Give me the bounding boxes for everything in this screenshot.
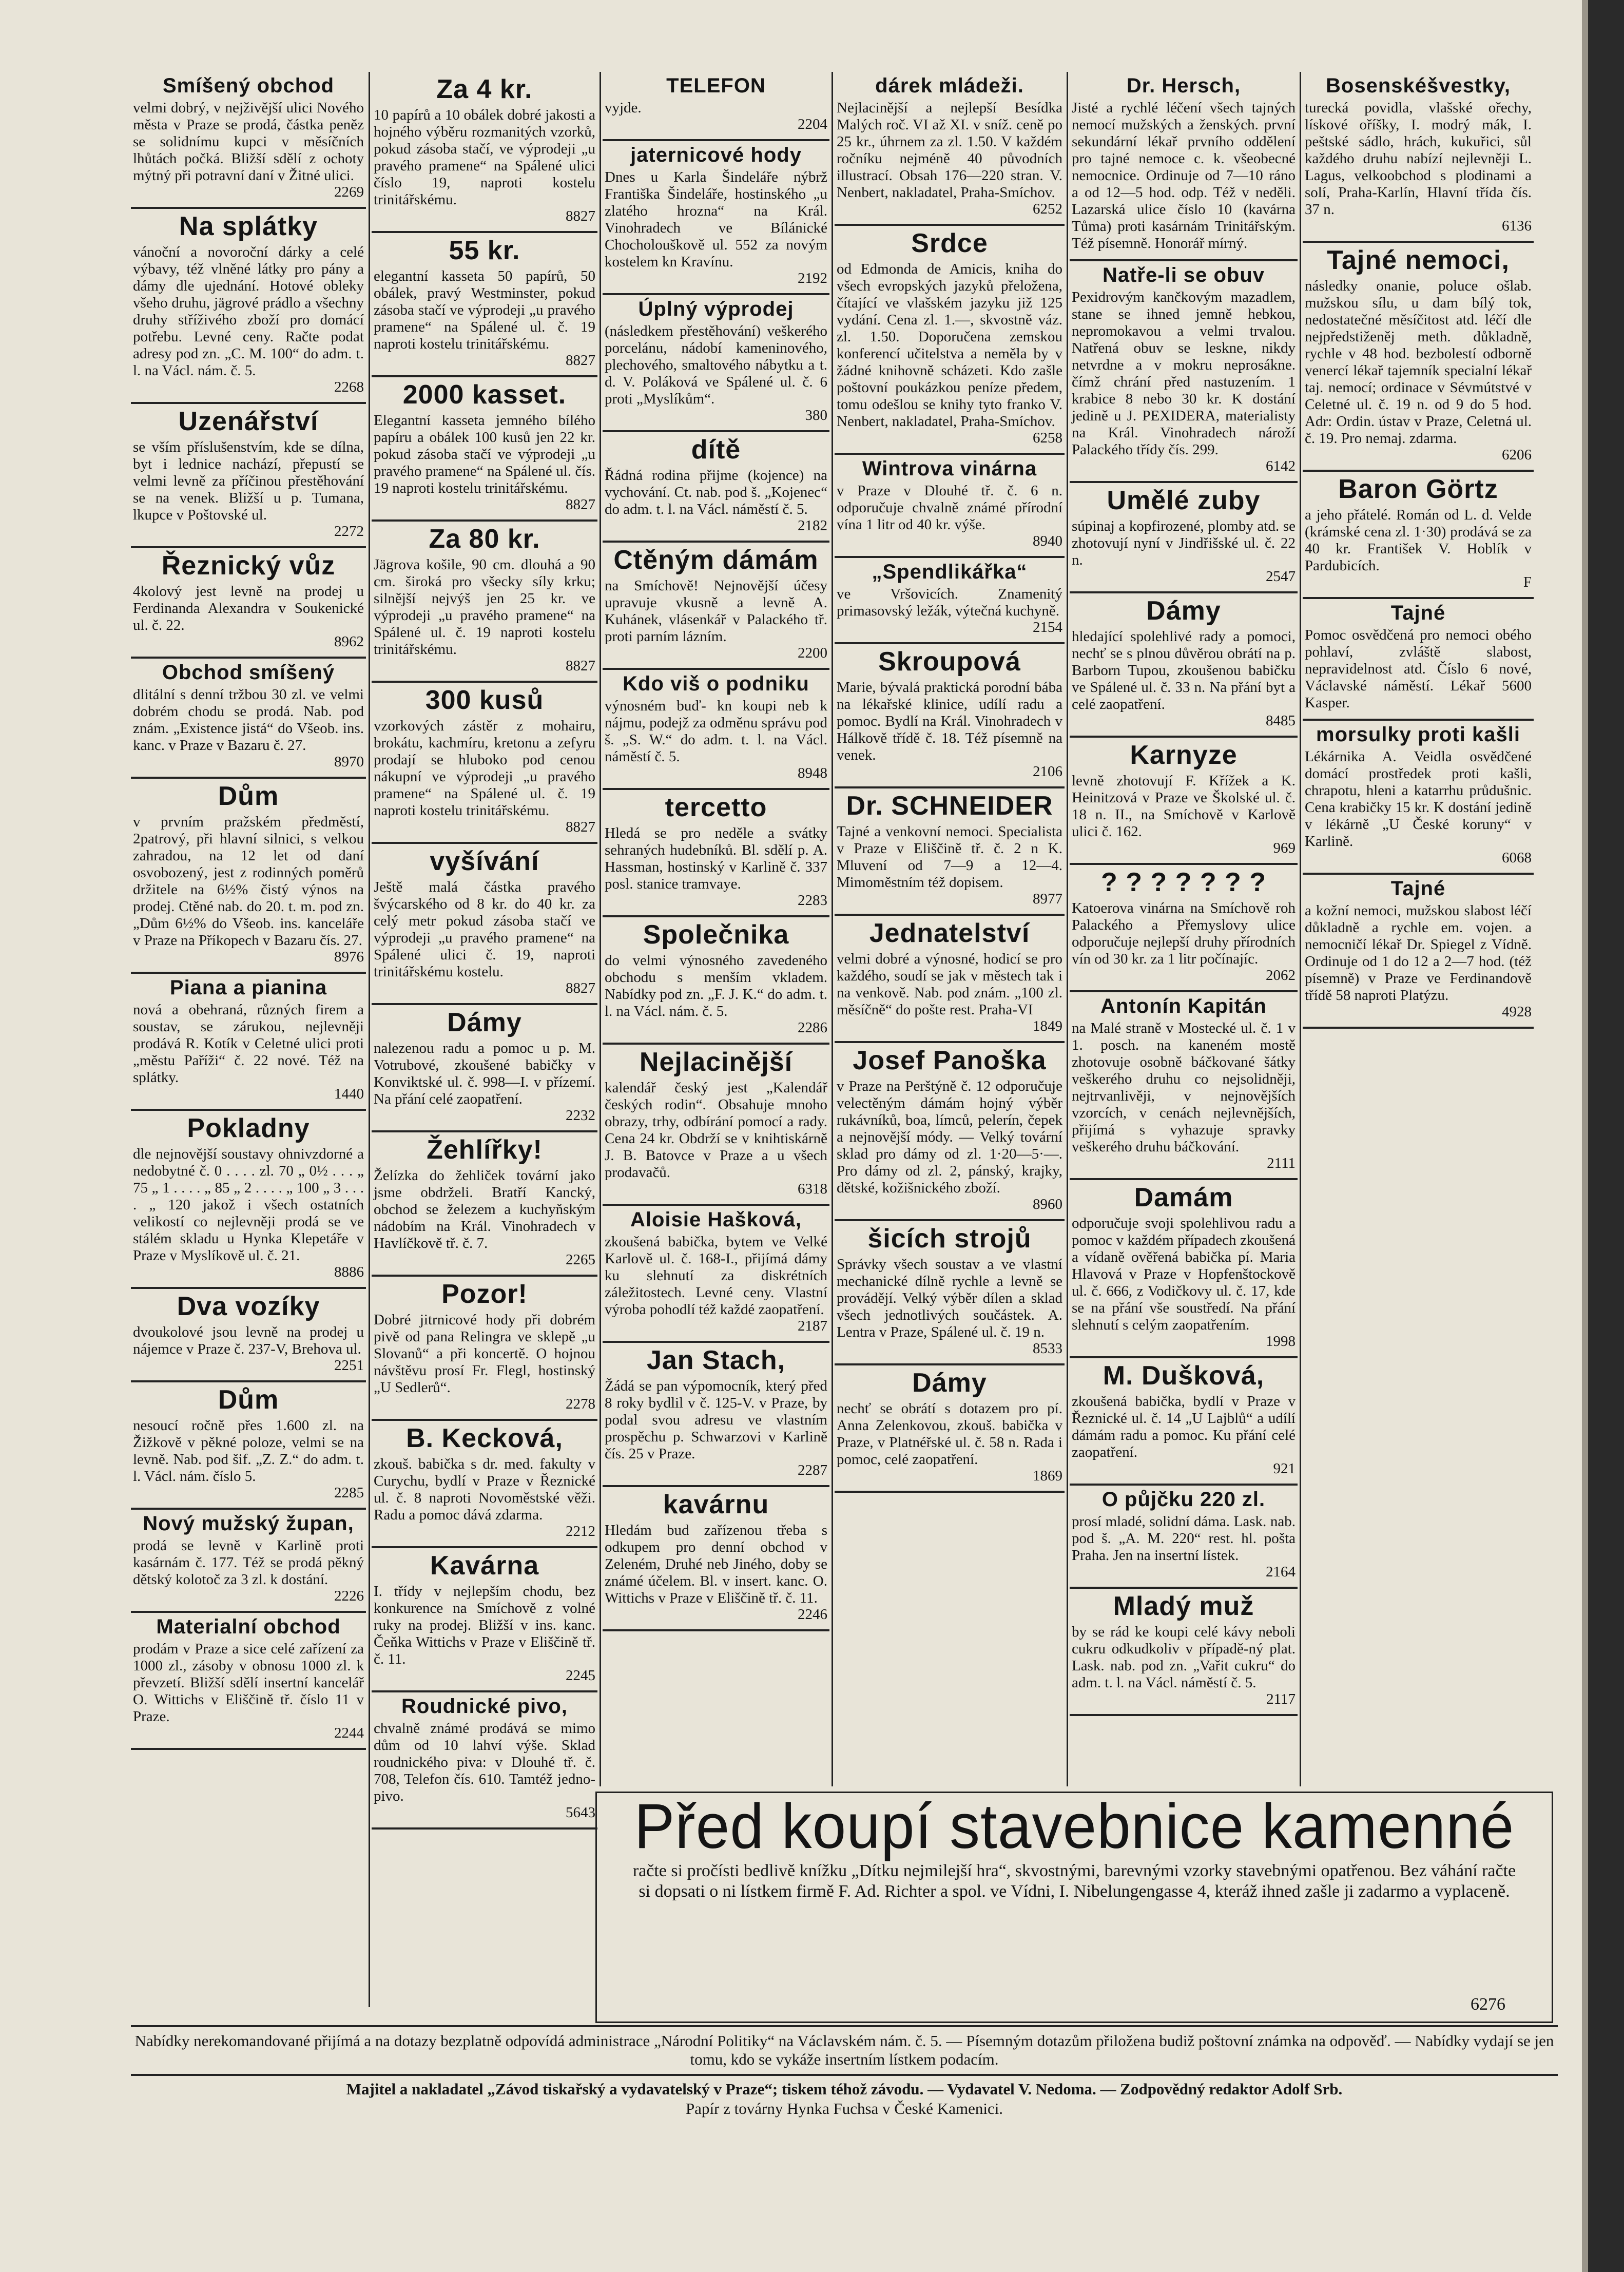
classified-ad	[131, 779, 366, 974]
ad-heading: Dr. SCHNEIDER	[846, 791, 1053, 821]
ad-heading: Za 80 kr.	[429, 524, 540, 554]
ad-heading: Tajné nemoci,	[1327, 245, 1510, 275]
footer-publisher: Majitel a nakladatel „Závod tiskařský a vydavatelský v Praze“; tiskem téhož závodu. — Vydavatel V. Nedoma. — Zodpovědný redaktor Adolf Srb.	[346, 2080, 1343, 2098]
page-edge	[1588, 0, 1624, 2272]
classified-ad	[131, 659, 366, 779]
ad-number: 6318	[798, 1181, 827, 1197]
ad-number: 8827	[566, 980, 595, 996]
ad-number: 8940	[1033, 533, 1062, 549]
ad-heading: ? ? ? ? ? ? ?	[1100, 868, 1267, 897]
classified-ad	[603, 141, 829, 295]
ad-text: od Edmonda de Amicis, kniha do všech evropských jazyků přeložena, čítající ve vlašském jazyku již 125 vydání. Cena zl. 1.—, skvostně váz. zl. 1.50. Doporučena zemskou konferencí učitelstva a neměla by v žádné knihovně scházeti. Kdo zašle poštovní poukázkou peníze předem, tomu odešlou se knihy tyto franko V. Nenbert, nakladatel, Praha-Smíchov.	[837, 261, 1062, 430]
ad-number: 1869	[1033, 1468, 1062, 1484]
ad-number: 380	[805, 407, 827, 423]
page-edge-shadow	[1582, 0, 1588, 2272]
ad-number: 2245	[566, 1667, 595, 1684]
ad-heading: Dr. Hersch,	[1126, 74, 1241, 97]
ad-heading: morsulky proti kašli	[1316, 723, 1520, 746]
ad-heading: Dva vozíky	[177, 1292, 320, 1321]
ad-text: v prvním pražském předměstí, 2patrový, při hlavní silnici, s velkou zahradou, na 12 let od daní osvobozený, jest z rodinných poměrů držitele na 6½% čistý výnos na prodej. Ctěné nab. do 20. t. m. pod zn. „Dům 6½% do Všeob. ins. kanceláře v Praze na Příkopech v Bazaru čís. 27.	[133, 814, 364, 949]
ad-heading: 2000 kasset.	[402, 380, 567, 410]
ad-text: velmi dobré a výnosné, hodicí se pro každého, soudí se jak v městech tak i na venkově. Nab. pod znám. „100 zl. měsíčně“ do pošte rest. Praha-VI	[837, 951, 1062, 1018]
ad-number: 8886	[334, 1264, 364, 1280]
ad-text: Nejlacinější a nejlepší Besídka Malých roč. VI až XI. v sníž. ceně po 25 kr., úhrnem za zl. 1.50. V každém ročníku nejméně 40 původních illustrací. Obsah 176—220 stran. V. Nenbert, nakladatel, Praha-Smíchov.	[837, 100, 1062, 201]
ad-number: 8827	[566, 819, 595, 835]
ad-number: 2204	[798, 116, 827, 132]
column-3	[603, 72, 829, 1786]
ad-heading: M. Dušková,	[1103, 1361, 1265, 1391]
ad-heading: Dům	[218, 1385, 279, 1415]
classified-ad	[1070, 1358, 1298, 1486]
classified-ad	[1303, 599, 1534, 721]
ad-heading: Pokladny	[187, 1113, 310, 1143]
ad-heading: jaternicové hody	[630, 144, 802, 166]
ad-heading: 55 kr.	[449, 236, 520, 265]
ad-number: 6142	[1266, 458, 1296, 474]
ad-text: následky onanie, poluce ošlab. mužskou sílu, u dam bílý tok, nedostatečné měsíčitost atd. léčí dle nejpředstiženěj meth. důkladně, rychle v 48 hod. bezbolestí odborně venercí lékař tajemník specialní lékař taj. nemocí; ordinace v Sévmútstvé v Celetné ul. č. 19 n. od 9 do 5 hod. Adr: Ordin. ústav v Praze, Celetná ul. č. 19. Pro nemaj. zdarma.	[1305, 278, 1532, 447]
classified-ad	[835, 72, 1065, 226]
ad-heading: Nový mužský župan,	[143, 1512, 354, 1535]
classified-ad	[835, 788, 1065, 916]
ad-text: Ještě malá částka pravého švýcarského od 8 kr. do 40 kr. za celý metr pokud zásoba stačí ve výprodeji „u pravého pramene“ na Spálené ulici č. 19, naproti trinitářskému kostelu.	[374, 879, 595, 980]
ad-text: 4kolový jest levně na prodej u Ferdinanda Alexandra v Soukenické ul. č. 22.	[133, 583, 364, 633]
ad-text: Dobré jitrnicové hody při dobrém pivě od pana Relingra ve sklepě „u Slovanů“ a při koncertě. O hojnou návštěvu prosí Fr. Flegl, hostinský „U Sedlerů“.	[374, 1312, 595, 1396]
ad-number: 4928	[1502, 1004, 1532, 1020]
classified-ad	[1303, 243, 1534, 472]
ad-heading: Jan Stach,	[646, 1345, 786, 1375]
footer-paper: Papír z továrny Hynka Fuchsa v České Kamenici.	[685, 2100, 1003, 2117]
classified-ad	[603, 1343, 829, 1487]
ad-text: Elegantní kasseta jemného bílého papíru a obálek 100 kusů jen 22 kr. pokud zásoba stačí ve výprodeji „u pravého pramene“ na Spálené ul. čís. 19 naproti kostelu trinitářskému.	[374, 412, 595, 496]
ad-text: prodám v Praze a sice celé zařízení za 1000 zl., zásoby v obnosu 1000 zl. k převzetí. Bližší sdělí insertní kancelář O. Wittichs v Eliščině tř. číslo 11 v Praze.	[133, 1641, 364, 1725]
ad-text: nechť se obrátí s dotazem pro pí. Anna Zelenkovou, zkouš. babička v Praze, v Platnéřské ul. č. 58 n. Rada i pomoc, celé zaopatření.	[837, 1400, 1062, 1468]
classified-ad	[131, 974, 366, 1111]
ad-heading: Řeznický vůz	[161, 551, 336, 581]
ad-text: by se rád ke koupi celé kávy neboli cukru odkudkoliv v případě-ný plat. Lask. nab. pod zn. „Vařit cukru“ do adm. t. l. na Václ. náměstí č. 5.	[1072, 1624, 1296, 1691]
ad-number: 2283	[798, 892, 827, 909]
ad-heading: Pozor!	[441, 1279, 528, 1309]
classified-ad	[1303, 721, 1534, 875]
column-rule	[832, 72, 833, 1786]
ad-text: na Malé straně v Mostecké ul. č. 1 v 1. posch. na kaneném mostě zhotovuje osobně báčkované šátky veškerého druhu co nejsolidněji, nejtrvanlivěji, v nejnovějších vzorcích, v cenách nejlevnějších, přijímá s vyhazuje spravky veškerého druhu báčkování.	[1072, 1020, 1296, 1155]
classified-ad	[1303, 72, 1534, 243]
ad-text: velmi dobrý, v nejživější ulici Nového města v Praze se prodá, částka peněz se solidnímu kupci v měsíčních lhůtách počká. Bližší sdělí z ochoty mýtný při potravní daní v Žitné ulici.	[133, 100, 364, 184]
classified-ad	[603, 1206, 829, 1343]
ad-heading: Za 4 kr.	[436, 74, 533, 104]
ad-heading: Úplný výprodej	[638, 298, 794, 320]
ad-number: 8960	[1033, 1196, 1062, 1212]
ad-heading: tercetto	[665, 793, 767, 822]
ad-heading: Umělé zuby	[1107, 486, 1261, 515]
ad-number: 8533	[1033, 1340, 1062, 1357]
ad-number: 2246	[798, 1606, 827, 1623]
ad-number: 2062	[1266, 967, 1296, 984]
ad-text: vzorkových zástěr z mohairu, brokátu, kachmíru, kretonu a zefyru prodají se hluboko pod cenou nákupní ve výprodeji „u pravého pramene“ na Spálené ul. č. 19 naproti kostelu trinitářskému.	[374, 718, 595, 819]
classified-ad	[131, 1382, 366, 1510]
banner-title: Před koupí stavebnice kamenné	[634, 1790, 1515, 1862]
classified-ad	[1070, 1486, 1298, 1589]
classified-ad	[835, 1221, 1065, 1365]
classified-ad	[603, 1045, 829, 1206]
ad-text: ve Vršovicích. Znamenitý primasovský ležák, výtečná kuchyně.	[837, 586, 1062, 619]
ad-number: 2111	[1267, 1155, 1296, 1171]
ad-text: turecká povidla, vlašské ořechy, lískové oříšky, I. modrý mák, I. peštské sádlo, hrách, kukuřici, sůl každého druhu nabízí nejlevněji L. Lagus, velkoobchod s plodinami a solí, Praha-Karlín, Hlavní třída čís. 37 n.	[1305, 100, 1532, 218]
classified-ad	[131, 1613, 366, 1750]
classified-ad	[372, 377, 597, 522]
ad-number: 2164	[1266, 1564, 1296, 1580]
column-rule	[369, 72, 370, 2007]
ad-heading: Uzenářství	[178, 407, 319, 436]
ad-number: 8827	[566, 496, 595, 513]
ad-heading: Mladý muž	[1113, 1591, 1254, 1621]
ad-text: vánoční a novoroční dárky a celé výbavy, též vlněné látky pro pány a dámy dle ujednání. Hotové obleky všeho druhu, jägrové prádlo a všechny druhy stříživého zboží pro domácí potřebu. Levné ceny. Račte podat adresy pod zn. „C. M. 100“ do adm. t. l. na Václ. nám. č. 5.	[133, 244, 364, 379]
ad-text: Hledá se pro neděle a svátky sehraných hudebníků. Bl. sdělí p. A. Hassman, hostinský v Karlině č. 337 posl. stanice tramvaye.	[605, 825, 827, 892]
ad-number: 2192	[798, 270, 827, 286]
classified-ad	[603, 917, 829, 1045]
ad-number: 921	[1273, 1460, 1296, 1477]
footer-notice: Nabídky nerekomandované přijímá a na dotazy bezplatně odpovídá administrace „Národní Politiky“ na Václavském nám. č. 5. — Písemným dotazům přiložena budiž poštovní známka na odpověď. — Nabídky vydají se jen tomu, kdo se vykáže insertním lístkem podacím.	[134, 2032, 1554, 2068]
ad-text: dvoukolové jsou levně na prodej u nájemce v Praze č. 237-V, Brehova ul.	[133, 1324, 364, 1357]
ad-heading: Srdce	[911, 228, 988, 258]
column-2	[372, 72, 597, 1821]
ad-number: 8827	[566, 658, 595, 674]
ad-heading: Damám	[1134, 1183, 1233, 1212]
ad-text: vyjde.	[605, 100, 642, 116]
ad-heading: Žehlířky!	[427, 1135, 543, 1165]
classified-ad	[835, 455, 1065, 558]
ad-heading: Josef Panoška	[853, 1046, 1047, 1075]
classified-ad	[1303, 472, 1534, 599]
ad-number: 2251	[334, 1357, 364, 1374]
ad-text: Tajné a venkovní nemoci. Specialista v Praze v Eliščině tř. č. 2 n K. Mluvení od 7—9 a 12—4. Mimoměstním též dopisem.	[837, 823, 1062, 891]
ad-heading: Dámy	[1146, 596, 1221, 626]
ad-number: 2286	[798, 1019, 827, 1036]
ad-heading: 300 kusů	[425, 685, 544, 715]
ad-heading: Baron Görtz	[1338, 474, 1498, 504]
ad-number: 2154	[1033, 619, 1062, 636]
classified-ad	[372, 1005, 597, 1132]
ad-text: levně zhotovují F. Křížek a K. Heinitzová v Praze ve Školské ul. č. 18 n. II., na Smíchově v Karlově ulici č. 162.	[1072, 773, 1296, 840]
classified-ad	[131, 72, 366, 209]
classified-ad	[1070, 992, 1298, 1180]
ad-text: hledající spolehlivé rady a pomoci, nechť se s plnou důvěrou obrátí na p. Barborn Tupou, zkoušenou babičku ve Spálené ul. č. 33 n. Na přání byt a celé zaopatření.	[1072, 628, 1296, 713]
ad-text: Pexidrovým kančkovým mazadlem, stane se ihned jemně hebkou, nepromokavou a velmi trvalou. Natřená obuv se leskne, nikdy netvrdne a v mokru neprosákne. čímž chrání před nastuzením. 1 krabice 8 nebo 30 kr. K dostání jedině u J. PEXIDERA, materialisty na Král. Vinohradech nároží Palackého třídy čís. 299.	[1072, 289, 1296, 458]
ad-number: 8970	[334, 754, 364, 770]
ad-text: a kožní nemoci, mužskou slabost léčí důkladně a rychle em. vojen. a nemocničí lékař Dr. Spiegel z Vídně. Ordinuje od 1 do 12 a 2—7 hod. (též písemně) v Praze ve Ferdinandově třídě 58 naproti Platýzu.	[1305, 902, 1532, 1004]
banner-text: račte si pročísti bedlivě knížku „Dítku nejmilejší hra“, skvostnými, barevnými vzorky stavebnými opatřenou. Bez váhání račte si dopsati o ni lístkem firmě F. Ad. Richter a spol. ve Vídni, I. Nibelungengasse 4, kteráž ihned zašle ji zadarmo a vyplaceně.	[632, 1861, 1516, 1901]
ad-text: zkoušená babička, bydlí v Praze v Řeznické ul. č. 14 „U Lajblů“ a udílí dámám radu a pomoc. Ku přání celé zaopatření.	[1072, 1393, 1296, 1460]
ad-heading: Dámy	[912, 1368, 987, 1398]
ad-number: 2287	[798, 1462, 827, 1478]
classified-ad	[372, 1548, 597, 1692]
ad-heading: Tajné	[1390, 877, 1446, 900]
ad-text: odporučuje svoji spolehlivou radu a pomoc v každém případech zkoušená a vídaně ověřená babička pí. Maria Hlavová v Praze v Hopfenštockově ul. č. 666, z Vodičkovy ul. č. 17, kde se na přání vše soustředí. Na přání slehnutí s celým zaopatřením.	[1072, 1215, 1296, 1333]
ad-text: Marie, bývalá praktická porodní bába na lékařské klinice, udílí radu a pomoc. Bydlí na Král. Vinohradech v Hálkově třídě č. 18. Též písemně na venek.	[837, 679, 1062, 763]
ad-heading: Společnika	[643, 920, 789, 950]
ad-text: Dnes u Karla Šindeláře nýbrž Františka Šindeláře, hostinského „u zlatého hrozna“ na Král. Vinohradech ve Bílánické Chocholouškově ul. 552 za novým kostelem kn Kravínu.	[605, 169, 827, 270]
classified-ad	[1070, 1589, 1298, 1716]
ad-number: 1440	[334, 1086, 364, 1102]
ad-number: 6068	[1502, 850, 1532, 866]
ad-heading: vyšívání	[430, 846, 539, 876]
ad-text: elegantní kasseta 50 papírů, 50 obálek, pravý Westminster, pokud zásoba stačí ve výprodeji „u pravého pramene“ na Spálené ul. č. 19 naproti kostelu trinitářskému.	[374, 268, 595, 352]
classified-ad	[372, 522, 597, 683]
classified-ad	[1070, 1180, 1298, 1358]
classified-ad	[131, 548, 366, 659]
column-rule	[600, 72, 601, 1786]
ad-number: 969	[1273, 840, 1296, 856]
ad-heading: šicích strojů	[867, 1224, 1032, 1254]
ad-text: dle nejnovější soustavy ohnivzdorné a nedobytné č. 0 . . . . zl. 70 „ 0½ . . . „ 75 „ 1 . . . . „ 85 „ 2 . . . . „ 100 „ 3 . . . . „ 120 jakož i všech ostatních velikostí co nejlevněji prodá se ve stálém skladu u Hynka Klepetáře v Praze v Myslíkově ul. č. 21.	[133, 1146, 364, 1264]
ad-text: zkouš. babička s dr. med. fakulty v Curychu, bydlí v Praze v Řeznické ul. č. 8 naproti Novoměstské věži. Radu a pomoc dává zdarma.	[374, 1456, 595, 1523]
ad-number: 2244	[334, 1725, 364, 1741]
ad-text: Jägrova košile, 90 cm. dlouhá a 90 cm. široká pro všecky síly krku; silnější nejvýš jen 25 kr. ve výprodeji „u pravého pramene“ na Spálené ul. č. 19 naproti kostelu trinitářskému.	[374, 556, 595, 658]
classified-ad	[603, 670, 829, 790]
column-1	[131, 72, 366, 2007]
ad-heading: Nejlacinější	[639, 1047, 793, 1077]
classified-ad	[1303, 875, 1534, 1029]
ad-heading: Kavárna	[430, 1551, 539, 1581]
ad-text: (následkem přestěhování) veškerého porcelánu, nádobí kameninového, plechového, smaltového nábytku a t. d. V. Poláková ve Spálené ul. č. 6 proti „Myslíkům“.	[605, 323, 827, 407]
classified-ad	[131, 1111, 366, 1289]
classified-ad	[835, 558, 1065, 644]
classified-ad	[603, 1487, 829, 1631]
ad-heading: Jednatelství	[869, 918, 1030, 948]
ad-number: 8827	[566, 208, 595, 224]
ad-text: v Praze v Dlouhé tř. č. 6 n. odporučuje chvalně známé přírodní vína 1 litr od 40 kr. výše.	[837, 483, 1062, 533]
ad-number: 2265	[566, 1251, 595, 1268]
ad-text: Pomoc osvědčená pro nemoci obého pohlaví, zvláště slabost, nepravidelnost atd. Číslo 6 nové, Václavské náměstí. Lékař 5600 Kasper.	[1305, 627, 1532, 711]
classified-ad	[131, 1510, 366, 1613]
ad-text: Katoerova vinárna na Smíchově roh Palackého a Přemyslovy ulice odporučuje nejlepší druhy přírodních vín od 30 kr. za 1 litr počínajíc.	[1072, 900, 1296, 967]
ad-text: kalendář český jest „Kalendář českých rodin“. Obsahuje mnoho obrazy, trhy, odbírání pomocí a rady. Cena 24 kr. Obdrží se v knihtiskárně J. B. Batovce v Praze a u všech prodavačů.	[605, 1080, 827, 1181]
ad-number: 1998	[1266, 1333, 1296, 1350]
classified-ad	[1070, 483, 1298, 593]
ad-heading: TELEFON	[666, 74, 766, 97]
ad-text: Želízka do žehliček tovární jako jsme obdrželi. Bratří Kancký, obchod se železem a kuchyňským nádobím na Král. Vinohradech v Havlíčkově tř. č. 7.	[374, 1167, 595, 1251]
ad-text: prodá se levně v Karlině proti kasárnám č. 177. Též se prodá pěkný dětský kolotoč za 3 zl. k dostání.	[133, 1537, 364, 1588]
ad-heading: Antonín Kapitán	[1100, 995, 1267, 1017]
classified-ad	[835, 1365, 1065, 1493]
ad-number: 2269	[334, 184, 364, 200]
classified-ad	[1070, 261, 1298, 483]
ad-text: na Smíchově! Nejnovější účesy upravuje vkusně a levně A. Kuhánek, vlásenkář v Palackého tř. proti parním lázním.	[605, 577, 827, 645]
ad-heading: Natře-li se obuv	[1102, 264, 1265, 286]
ad-heading: Ctěným dámám	[613, 545, 819, 575]
ad-text: zkoušená babička, bytem ve Velké Karlově ul. č. 168-I., přijímá dámy ku slehnutí za diskrétních záležitostech. Levné ceny. Vlastní výroba pohodlí též každé zaopatření.	[605, 1234, 827, 1318]
ad-number: 6136	[1502, 218, 1532, 234]
ad-number: 2268	[334, 379, 364, 395]
classified-ad	[372, 683, 597, 844]
classified-ad	[372, 844, 597, 1005]
ad-text: do velmi výnosného zavedeného obchodu s menším vkladem. Nabídky pod zn. „F. J. K.“ do adm. t. l. na Václ. nám. č. 5.	[605, 952, 827, 1019]
ad-text: Žádá se pan výpomocník, který před 8 roky bydlil v č. 125-V. v Praze, by podal svou adresu ve vlastním prospěchu p. Schwarzovi v Karlině čís. 25 v Praze.	[605, 1378, 827, 1462]
ad-text: Hledám bud zařízenou třeba s odkupem pro denní obchod v Zeleném, Druhé neb Jiného, doby se známé účelem. Bl. v insert. kanc. O. Wittichs v Praze v Eliščině tř. č. 11.	[605, 1522, 827, 1606]
ad-number: 2187	[798, 1318, 827, 1334]
classified-ad	[1070, 593, 1298, 738]
classified-ad	[372, 1421, 597, 1548]
ad-number: 6258	[1033, 430, 1062, 446]
ad-heading: Skroupová	[878, 647, 1021, 677]
classified-ad	[372, 1692, 597, 1830]
ad-text: výnosném buď- kn koupi neb k nájmu, podejž za odměnu správu pod š. „S. W.“ do adm. t. l. na Václ. náměstí č. 5.	[605, 698, 827, 765]
classified-ad	[603, 790, 829, 917]
ad-text: nesoucí ročně přes 1.600 zl. na Žižkově v pěkné poloze, velmi se na levně. Nab. pod šif. „Z. Z.“ do adm. t. l. Václ. nám. číslo 5.	[133, 1417, 364, 1485]
stavebnice-advertisement	[595, 1792, 1553, 2023]
classified-ad	[372, 233, 597, 377]
ad-text: Lékárnika A. Veidla osvědčené domácí prostředek proti kašli, chrapotu, hleni a katarrhu průdušnic. Cena krabičky 15 kr. K dostání jedině v lékárně „U České koruny“ v Karlině.	[1305, 748, 1532, 850]
ad-heading: Dámy	[447, 1008, 522, 1037]
ad-text: dlitální s denní tržbou 30 zl. ve velmi dobrém chodu se prodá. Nab. pod znám. „Existence jistá“ do Všeob. ins. kanc. v Praze v Bazaru č. 27.	[133, 686, 364, 754]
column-5	[1070, 72, 1298, 1786]
ad-heading: Kdo viš o podniku	[623, 672, 809, 695]
column-6	[1303, 72, 1534, 1786]
ad-text: súpinaj a kopfirozené, plomby atd. se zhotovují nyní v Jindřišské ul. č. 22 n.	[1072, 518, 1296, 568]
ad-number: 2285	[334, 1485, 364, 1501]
classified-ad	[835, 226, 1065, 455]
classified-ad	[131, 1289, 366, 1382]
ad-number: 8977	[1033, 891, 1062, 907]
ad-number: 1849	[1033, 1018, 1062, 1034]
ad-text: nová a obehraná, různých firem a soustav, se zárukou, nejlevněji prodává R. Kotík v Celetné ulici proti „městu Paříži“ č. 22 nové. Též na splátky.	[133, 1002, 364, 1086]
classified-ad	[835, 916, 1065, 1043]
ad-number: 2212	[566, 1523, 595, 1539]
ad-number: 2106	[1033, 763, 1062, 780]
classified-ad	[835, 1043, 1065, 1221]
ad-heading: dítě	[691, 435, 741, 465]
classified-ad	[1070, 865, 1298, 992]
ad-number: 5643	[566, 1804, 595, 1821]
ad-text: chvalně známé prodává se mimo dům od 10 lahví výše. Sklad roudnického piva: v Dlouhé tř. č. 708, Telefon čís. 610. Tamtéž jedno- pivo.	[374, 1720, 595, 1804]
ad-number: 2278	[566, 1396, 595, 1412]
ad-text: prosí mladé, solidní dáma. Lask. nab. pod š. „A. M. 220“ rest. hl. pošta Praha. Jen na insertní lístek.	[1072, 1513, 1296, 1564]
ad-number: 2200	[798, 645, 827, 661]
column-rule	[1300, 72, 1301, 1786]
classified-ad	[1070, 738, 1298, 865]
ad-heading: kavárnu	[663, 1490, 769, 1519]
ad-number: 2272	[334, 523, 364, 540]
ad-text: 10 papírů a 10 obálek dobré jakosti a hojného výběru rozmanitých vzorků, pokud zásoba stačí, ve výprodeji „u pravého pramene“ na Spálené ulici číslo 19, naproti kostelu trinitářskému.	[374, 107, 595, 208]
ad-heading: B. Kecková,	[406, 1423, 563, 1453]
classified-ad	[372, 1132, 597, 1277]
ad-text: Správky všech soustav a ve vlastní mechanické dílně rychle a levně se provádějí. Velký výběr dílen a sklad všech jednotlivých součástek. A. Lentra v Praze, Spálené ul. č. 19 n.	[837, 1256, 1062, 1340]
ad-heading: Wintrova vinárna	[862, 457, 1037, 480]
ad-heading: Roudnické pivo,	[401, 1695, 568, 1718]
ad-number: 2117	[1266, 1691, 1296, 1707]
ad-text: se vším příslušenstvím, kde se dílna, byt i lednice nachází, přepustí se velmi levně za příčinou přestěhování se na venek. Bližší u p. Tumana, lkupce v Poštovské ul.	[133, 439, 364, 523]
ad-number: 2547	[1266, 568, 1296, 585]
ad-heading: Piana a pianina	[169, 976, 327, 999]
classified-ad	[372, 1277, 597, 1421]
banner-number: 6276	[1471, 1995, 1505, 2014]
ad-heading: Karnyze	[1130, 740, 1238, 770]
classified-ad	[603, 432, 829, 543]
ad-heading: Tajné	[1390, 602, 1446, 624]
column-4	[835, 72, 1065, 1786]
ad-number: 8976	[334, 949, 364, 965]
footer-rule	[131, 2074, 1558, 2076]
ad-number: 8485	[1266, 713, 1296, 729]
ad-number: 8962	[334, 633, 364, 650]
ad-heading: Materialní obchod	[156, 1615, 341, 1638]
classified-ad	[603, 72, 829, 141]
classified-ad	[372, 72, 597, 233]
classified-ad	[603, 543, 829, 670]
ad-heading: Na splátky	[179, 211, 318, 241]
ad-text: I. třídy v nejlepším chodu, bez konkurence na Smíchově z volné ruky na prodej. Bližší v ins. kanc. Čeňka Wittichs v Praze v Eliščině tř. č. 11.	[374, 1583, 595, 1667]
ad-heading: Obchod smíšený	[162, 661, 335, 684]
ad-heading: Aloisie Hašková,	[630, 1208, 802, 1231]
ad-text: Jisté a rychlé léčení všech tajných nemocí mužských a ženských. první sekundární lékař prvního oddělení pro tajné nemoce c. k. všeobecné nemocnice. Ordinuje od 7—10 ráno a od 12—5 hod. odp. Též v neděli. Lazarská ulice číslo 10 (kavárna Tůma) proti kasárnám Trinitářským. Též písemně. Honorář mírný.	[1072, 100, 1296, 252]
ad-number: 8827	[566, 352, 595, 369]
ad-text: Řádná rodina přijme (kojence) na vychování. Ct. nab. pod š. „Kojenec“ do adm. t. l. na Václ. náměstí č. 5.	[605, 467, 827, 517]
ad-text: a jeho přátelé. Román od L. d. Velde (krámské cena zl. 1·30) prodává se za 40 kr. František V. Hoblík v Pardubicích.	[1305, 507, 1532, 574]
ad-heading: „Spendlikářka“	[872, 561, 1028, 583]
classified-ad	[835, 644, 1065, 788]
ad-heading: Dům	[218, 781, 279, 811]
ad-number: 6206	[1502, 447, 1532, 463]
ad-number: 2226	[334, 1588, 364, 1604]
ad-heading: Smíšený obchod	[162, 74, 335, 97]
classified-ad	[603, 295, 829, 432]
ad-text: nalezenou radu a pomoc u p. M. Votrubové, zkoušené babičky v Konviktské ul. č. 998—I. v přízemí. Na přání celé zaopatření.	[374, 1040, 595, 1107]
classified-ad	[131, 404, 366, 548]
ad-number: 6252	[1033, 201, 1062, 217]
ad-number: F	[1523, 574, 1532, 590]
ad-number: 2182	[798, 517, 827, 534]
ad-number: 2232	[566, 1107, 595, 1124]
ad-heading: dárek mládeži.	[875, 74, 1024, 97]
ad-text: v Praze na Perštýně č. 12 odporučuje velectěným dámám hojný výběr rukávníků, boa, límců, pelerín, čepek a nejnovější módy. — Velký tovární sklad pro dámy od zl. 1·20—5·—. Pro dámy od zl. 2, pánský, krajky, dětské, kožišnického zboží.	[837, 1078, 1062, 1196]
ad-heading: Bosenskéšvestky,	[1326, 74, 1511, 97]
classified-ad	[1070, 72, 1298, 261]
ad-number: 8948	[798, 765, 827, 781]
ad-heading: O půjčku 220 zl.	[1101, 1488, 1266, 1511]
footer-rule	[131, 2025, 1558, 2027]
classified-ad	[131, 209, 366, 404]
column-rule	[1067, 72, 1068, 1786]
